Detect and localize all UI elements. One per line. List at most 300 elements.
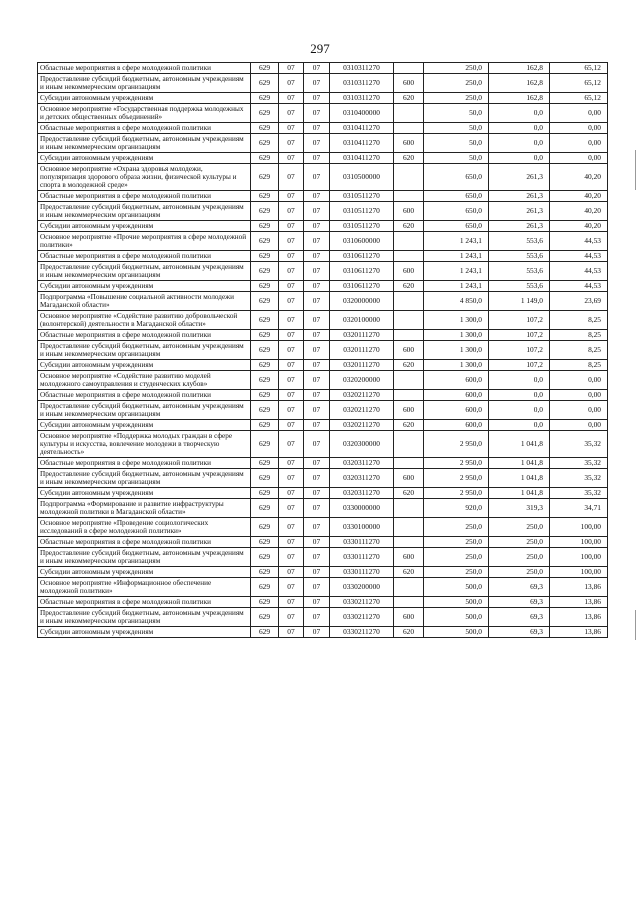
cell-percent: 0,00 — [550, 123, 608, 134]
table-row — [38, 537, 608, 548]
table-row — [38, 191, 608, 202]
cell-subsection: 07 — [304, 292, 330, 311]
cell-section: 07 — [279, 371, 304, 390]
cell-subsection: 07 — [304, 341, 330, 360]
cell-section: 07 — [279, 458, 304, 469]
cell-percent: 0,00 — [550, 390, 608, 401]
scan-edge-mark — [635, 150, 636, 190]
cell-target-article: 0330211270 — [330, 608, 394, 627]
cell-planned: 600,0 — [424, 390, 489, 401]
cell-expense-type: 620 — [394, 221, 424, 232]
cell-planned: 250,0 — [424, 93, 489, 104]
cell-percent: 35,32 — [550, 469, 608, 488]
cell-expense-type — [394, 330, 424, 341]
cell-executed: 250,0 — [489, 518, 550, 537]
table-row — [38, 74, 608, 93]
cell-ministry-code: 629 — [251, 202, 279, 221]
cell-target-article: 0330111270 — [330, 567, 394, 578]
cell-expense-type: 600 — [394, 134, 424, 153]
cell-target-article: 0310311270 — [330, 74, 394, 93]
cell-percent: 100,00 — [550, 537, 608, 548]
cell-ministry-code: 629 — [251, 537, 279, 548]
cell-planned: 50,0 — [424, 123, 489, 134]
cell-ministry-code: 629 — [251, 311, 279, 330]
cell-planned: 1 300,0 — [424, 330, 489, 341]
cell-planned: 920,0 — [424, 499, 489, 518]
cell-executed: 162,8 — [489, 93, 550, 104]
cell-section: 07 — [279, 488, 304, 499]
cell-subsection: 07 — [304, 499, 330, 518]
cell-subsection: 07 — [304, 262, 330, 281]
cell-planned: 250,0 — [424, 567, 489, 578]
table-row — [38, 401, 608, 420]
cell-target-article: 0330100000 — [330, 518, 394, 537]
cell-ministry-code: 629 — [251, 360, 279, 371]
cell-percent: 8,25 — [550, 341, 608, 360]
cell-expense-type — [394, 251, 424, 262]
cell-subsection: 07 — [304, 537, 330, 548]
cell-subsection: 07 — [304, 488, 330, 499]
cell-expense-type: 600 — [394, 262, 424, 281]
cell-name: Субсидии автономным учреждениям — [38, 281, 251, 292]
cell-subsection: 07 — [304, 608, 330, 627]
cell-expense-type: 620 — [394, 153, 424, 164]
cell-executed: 1 041,8 — [489, 431, 550, 458]
cell-percent: 8,25 — [550, 330, 608, 341]
cell-section: 07 — [279, 341, 304, 360]
cell-expense-type — [394, 371, 424, 390]
cell-planned: 1 243,1 — [424, 232, 489, 251]
cell-percent: 0,00 — [550, 153, 608, 164]
cell-planned: 1 243,1 — [424, 281, 489, 292]
cell-ministry-code: 629 — [251, 548, 279, 567]
table-row — [38, 292, 608, 311]
table-row — [38, 311, 608, 330]
cell-subsection: 07 — [304, 221, 330, 232]
cell-section: 07 — [279, 627, 304, 638]
table-row — [38, 251, 608, 262]
cell-planned: 1 300,0 — [424, 341, 489, 360]
cell-executed: 69,3 — [489, 597, 550, 608]
cell-executed: 1 041,8 — [489, 469, 550, 488]
table-row — [38, 518, 608, 537]
cell-executed: 0,0 — [489, 153, 550, 164]
cell-subsection: 07 — [304, 567, 330, 578]
cell-section: 07 — [279, 330, 304, 341]
cell-expense-type: 620 — [394, 420, 424, 431]
cell-section: 07 — [279, 123, 304, 134]
table-row — [38, 627, 608, 638]
cell-section: 07 — [279, 548, 304, 567]
cell-expense-type: 620 — [394, 488, 424, 499]
cell-name: Областные мероприятия в сфере молодежной политики — [38, 537, 251, 548]
cell-subsection: 07 — [304, 458, 330, 469]
cell-section: 07 — [279, 153, 304, 164]
cell-name: Субсидии автономным учреждениям — [38, 627, 251, 638]
cell-percent: 13,86 — [550, 578, 608, 597]
cell-ministry-code: 629 — [251, 153, 279, 164]
table-row — [38, 499, 608, 518]
cell-target-article: 0320200000 — [330, 371, 394, 390]
cell-subsection: 07 — [304, 232, 330, 251]
cell-percent: 13,86 — [550, 608, 608, 627]
cell-planned: 50,0 — [424, 104, 489, 123]
cell-target-article: 0310511270 — [330, 202, 394, 221]
table-row — [38, 458, 608, 469]
cell-percent: 44,53 — [550, 281, 608, 292]
table-row — [38, 341, 608, 360]
cell-ministry-code: 629 — [251, 232, 279, 251]
cell-planned: 500,0 — [424, 578, 489, 597]
cell-planned: 2 950,0 — [424, 458, 489, 469]
cell-section: 07 — [279, 221, 304, 232]
cell-planned: 650,0 — [424, 202, 489, 221]
cell-planned: 600,0 — [424, 420, 489, 431]
cell-percent: 0,00 — [550, 104, 608, 123]
cell-subsection: 07 — [304, 134, 330, 153]
table-row — [38, 431, 608, 458]
cell-ministry-code: 629 — [251, 164, 279, 191]
cell-ministry-code: 629 — [251, 597, 279, 608]
cell-subsection: 07 — [304, 518, 330, 537]
cell-subsection: 07 — [304, 469, 330, 488]
cell-ministry-code: 629 — [251, 499, 279, 518]
cell-ministry-code: 629 — [251, 390, 279, 401]
cell-target-article: 0310611270 — [330, 262, 394, 281]
cell-name: Основное мероприятие «Прочие мероприятия в сфере молодежной политики» — [38, 232, 251, 251]
cell-executed: 553,6 — [489, 281, 550, 292]
table-row — [38, 281, 608, 292]
cell-ministry-code: 629 — [251, 292, 279, 311]
cell-expense-type: 620 — [394, 93, 424, 104]
cell-ministry-code: 629 — [251, 262, 279, 281]
cell-expense-type — [394, 164, 424, 191]
cell-expense-type: 620 — [394, 567, 424, 578]
cell-ministry-code: 629 — [251, 469, 279, 488]
cell-planned: 50,0 — [424, 153, 489, 164]
cell-ministry-code: 629 — [251, 518, 279, 537]
cell-planned: 500,0 — [424, 627, 489, 638]
cell-subsection: 07 — [304, 371, 330, 390]
cell-planned: 650,0 — [424, 191, 489, 202]
cell-subsection: 07 — [304, 104, 330, 123]
cell-percent: 0,00 — [550, 134, 608, 153]
cell-ministry-code: 629 — [251, 341, 279, 360]
cell-executed: 107,2 — [489, 360, 550, 371]
scan-edge-mark — [635, 610, 636, 640]
cell-target-article: 0320111270 — [330, 360, 394, 371]
cell-subsection: 07 — [304, 548, 330, 567]
cell-subsection: 07 — [304, 627, 330, 638]
cell-subsection: 07 — [304, 597, 330, 608]
cell-planned: 1 243,1 — [424, 262, 489, 281]
cell-percent: 0,00 — [550, 371, 608, 390]
cell-percent: 0,00 — [550, 420, 608, 431]
table-row — [38, 153, 608, 164]
cell-percent: 100,00 — [550, 518, 608, 537]
cell-section: 07 — [279, 431, 304, 458]
cell-executed: 250,0 — [489, 548, 550, 567]
cell-name: Областные мероприятия в сфере молодежной политики — [38, 330, 251, 341]
cell-ministry-code: 629 — [251, 134, 279, 153]
cell-ministry-code: 629 — [251, 608, 279, 627]
cell-name: Основное мероприятие «Охрана здоровья молодежи, популяризация здорового образа жизни, физической культуры и спорта в молодежной среде» — [38, 164, 251, 191]
cell-section: 07 — [279, 251, 304, 262]
cell-planned: 1 300,0 — [424, 360, 489, 371]
cell-target-article: 0310511270 — [330, 221, 394, 232]
cell-executed: 69,3 — [489, 578, 550, 597]
cell-expense-type: 600 — [394, 202, 424, 221]
table-row — [38, 420, 608, 431]
cell-section: 07 — [279, 537, 304, 548]
cell-executed: 1 041,8 — [489, 488, 550, 499]
cell-expense-type — [394, 63, 424, 74]
cell-subsection: 07 — [304, 93, 330, 104]
cell-percent: 8,25 — [550, 311, 608, 330]
cell-section: 07 — [279, 567, 304, 578]
cell-percent: 0,00 — [550, 401, 608, 420]
cell-ministry-code: 629 — [251, 123, 279, 134]
cell-subsection: 07 — [304, 360, 330, 371]
cell-target-article: 0310411270 — [330, 123, 394, 134]
cell-expense-type — [394, 431, 424, 458]
cell-section: 07 — [279, 608, 304, 627]
cell-expense-type — [394, 232, 424, 251]
cell-executed: 69,3 — [489, 627, 550, 638]
cell-section: 07 — [279, 232, 304, 251]
cell-name: Областные мероприятия в сфере молодежной политики — [38, 458, 251, 469]
cell-ministry-code: 629 — [251, 401, 279, 420]
table-row — [38, 469, 608, 488]
cell-name: Областные мероприятия в сфере молодежной политики — [38, 63, 251, 74]
cell-name: Основное мероприятие «Поддержка молодых граждан в сфере культуры и искусства, вовлечение молодежи в творческую деятельность» — [38, 431, 251, 458]
cell-name: Предоставление субсидий бюджетным, автономным учреждениям и иным некоммерческим организациям — [38, 341, 251, 360]
cell-name: Субсидии автономным учреждениям — [38, 360, 251, 371]
table-row — [38, 488, 608, 499]
cell-ministry-code: 629 — [251, 74, 279, 93]
cell-ministry-code: 629 — [251, 431, 279, 458]
cell-section: 07 — [279, 281, 304, 292]
cell-planned: 1 300,0 — [424, 311, 489, 330]
cell-planned: 1 243,1 — [424, 251, 489, 262]
cell-name: Предоставление субсидий бюджетным, автономным учреждениям и иным некоммерческим организациям — [38, 548, 251, 567]
cell-executed: 162,8 — [489, 63, 550, 74]
cell-subsection: 07 — [304, 420, 330, 431]
cell-target-article: 0330111270 — [330, 548, 394, 567]
cell-percent: 13,86 — [550, 627, 608, 638]
cell-name: Субсидии автономным учреждениям — [38, 420, 251, 431]
cell-target-article: 0320111270 — [330, 330, 394, 341]
cell-subsection: 07 — [304, 330, 330, 341]
cell-target-article: 0320111270 — [330, 341, 394, 360]
cell-executed: 1 041,8 — [489, 458, 550, 469]
cell-percent: 13,86 — [550, 597, 608, 608]
cell-name: Предоставление субсидий бюджетным, автономным учреждениям и иным некоммерческим организациям — [38, 202, 251, 221]
cell-ministry-code: 629 — [251, 578, 279, 597]
cell-name: Областные мероприятия в сфере молодежной политики — [38, 597, 251, 608]
table-row — [38, 63, 608, 74]
cell-target-article: 0320311270 — [330, 458, 394, 469]
cell-planned: 250,0 — [424, 63, 489, 74]
cell-expense-type — [394, 578, 424, 597]
cell-section: 07 — [279, 390, 304, 401]
cell-ministry-code: 629 — [251, 458, 279, 469]
cell-executed: 107,2 — [489, 341, 550, 360]
table-row — [38, 232, 608, 251]
cell-target-article: 0320211270 — [330, 420, 394, 431]
cell-subsection: 07 — [304, 390, 330, 401]
cell-planned: 650,0 — [424, 164, 489, 191]
cell-executed: 250,0 — [489, 567, 550, 578]
cell-percent: 44,53 — [550, 232, 608, 251]
cell-expense-type — [394, 191, 424, 202]
cell-subsection: 07 — [304, 202, 330, 221]
cell-target-article: 0320311270 — [330, 488, 394, 499]
cell-name: Основное мероприятие «Содействие развитию моделей молодежного самоуправления и студенческих клубов» — [38, 371, 251, 390]
cell-percent: 44,53 — [550, 251, 608, 262]
cell-expense-type: 600 — [394, 548, 424, 567]
cell-executed: 0,0 — [489, 371, 550, 390]
cell-ministry-code: 629 — [251, 488, 279, 499]
table-row — [38, 608, 608, 627]
cell-percent: 65,12 — [550, 93, 608, 104]
cell-target-article: 0330211270 — [330, 627, 394, 638]
cell-section: 07 — [279, 597, 304, 608]
cell-planned: 250,0 — [424, 548, 489, 567]
cell-planned: 500,0 — [424, 608, 489, 627]
cell-percent: 65,12 — [550, 63, 608, 74]
table-row — [38, 164, 608, 191]
cell-target-article: 0310311270 — [330, 93, 394, 104]
table-row — [38, 93, 608, 104]
cell-expense-type — [394, 390, 424, 401]
cell-name: Субсидии автономным учреждениям — [38, 567, 251, 578]
cell-planned: 250,0 — [424, 74, 489, 93]
cell-target-article: 0330111270 — [330, 537, 394, 548]
cell-executed: 107,2 — [489, 311, 550, 330]
cell-expense-type — [394, 458, 424, 469]
cell-expense-type — [394, 123, 424, 134]
cell-executed: 107,2 — [489, 330, 550, 341]
cell-ministry-code: 629 — [251, 93, 279, 104]
cell-percent: 23,69 — [550, 292, 608, 311]
cell-percent: 35,32 — [550, 431, 608, 458]
cell-expense-type — [394, 537, 424, 548]
cell-planned: 650,0 — [424, 221, 489, 232]
cell-section: 07 — [279, 401, 304, 420]
cell-name: Областные мероприятия в сфере молодежной политики — [38, 251, 251, 262]
cell-section: 07 — [279, 578, 304, 597]
cell-target-article: 0330211270 — [330, 597, 394, 608]
cell-target-article: 0320100000 — [330, 311, 394, 330]
page-number: 297 — [310, 41, 330, 56]
cell-target-article: 0330200000 — [330, 578, 394, 597]
budget-table — [37, 62, 608, 638]
cell-executed: 0,0 — [489, 401, 550, 420]
cell-percent: 34,71 — [550, 499, 608, 518]
cell-target-article: 0310611270 — [330, 251, 394, 262]
cell-expense-type: 600 — [394, 74, 424, 93]
cell-name: Предоставление субсидий бюджетным, автономным учреждениям и иным некоммерческим организациям — [38, 74, 251, 93]
table-row — [38, 390, 608, 401]
cell-target-article: 0310311270 — [330, 63, 394, 74]
cell-percent: 40,20 — [550, 202, 608, 221]
cell-section: 07 — [279, 164, 304, 191]
cell-name: Предоставление субсидий бюджетным, автономным учреждениям и иным некоммерческим организациям — [38, 401, 251, 420]
cell-executed: 0,0 — [489, 420, 550, 431]
cell-expense-type: 600 — [394, 469, 424, 488]
cell-target-article: 0310411270 — [330, 134, 394, 153]
cell-executed: 69,3 — [489, 608, 550, 627]
cell-target-article: 0320000000 — [330, 292, 394, 311]
cell-planned: 250,0 — [424, 537, 489, 548]
cell-planned: 2 950,0 — [424, 469, 489, 488]
cell-section: 07 — [279, 93, 304, 104]
cell-name: Предоставление субсидий бюджетным, автономным учреждениям и иным некоммерческим организациям — [38, 469, 251, 488]
table-row — [38, 134, 608, 153]
table-row — [38, 360, 608, 371]
cell-section: 07 — [279, 134, 304, 153]
cell-target-article: 0320300000 — [330, 431, 394, 458]
table-row — [38, 597, 608, 608]
cell-name: Основное мероприятие «Государственная поддержка молодежных и детских общественных объединений» — [38, 104, 251, 123]
cell-subsection: 07 — [304, 153, 330, 164]
cell-section: 07 — [279, 74, 304, 93]
cell-section: 07 — [279, 518, 304, 537]
table-row — [38, 330, 608, 341]
cell-target-article: 0310611270 — [330, 281, 394, 292]
cell-name: Основное мероприятие «Проведение социологических исследований в сфере молодежной политики» — [38, 518, 251, 537]
cell-executed: 250,0 — [489, 537, 550, 548]
cell-target-article: 0310500000 — [330, 164, 394, 191]
cell-executed: 553,6 — [489, 232, 550, 251]
cell-section: 07 — [279, 292, 304, 311]
cell-expense-type — [394, 311, 424, 330]
cell-expense-type — [394, 292, 424, 311]
cell-percent: 65,12 — [550, 74, 608, 93]
table-row — [38, 371, 608, 390]
cell-name: Предоставление субсидий бюджетным, автономным учреждениям и иным некоммерческим организациям — [38, 134, 251, 153]
table-row — [38, 548, 608, 567]
table-row — [38, 262, 608, 281]
cell-ministry-code: 629 — [251, 251, 279, 262]
cell-planned: 500,0 — [424, 597, 489, 608]
cell-expense-type: 620 — [394, 360, 424, 371]
cell-planned: 4 850,0 — [424, 292, 489, 311]
cell-name: Предоставление субсидий бюджетным, автономным учреждениям и иным некоммерческим организациям — [38, 262, 251, 281]
cell-target-article: 0310400000 — [330, 104, 394, 123]
cell-percent: 100,00 — [550, 567, 608, 578]
cell-expense-type — [394, 104, 424, 123]
cell-section: 07 — [279, 202, 304, 221]
cell-planned: 600,0 — [424, 401, 489, 420]
cell-executed: 0,0 — [489, 123, 550, 134]
cell-executed: 319,3 — [489, 499, 550, 518]
cell-percent: 40,20 — [550, 191, 608, 202]
cell-name: Субсидии автономным учреждениям — [38, 93, 251, 104]
cell-name: Областные мероприятия в сфере молодежной политики — [38, 191, 251, 202]
cell-ministry-code: 629 — [251, 281, 279, 292]
cell-subsection: 07 — [304, 401, 330, 420]
cell-executed: 1 149,0 — [489, 292, 550, 311]
cell-section: 07 — [279, 311, 304, 330]
cell-section: 07 — [279, 360, 304, 371]
table-row — [38, 202, 608, 221]
cell-planned: 600,0 — [424, 371, 489, 390]
cell-planned: 2 950,0 — [424, 488, 489, 499]
cell-target-article: 0330000000 — [330, 499, 394, 518]
cell-ministry-code: 629 — [251, 420, 279, 431]
